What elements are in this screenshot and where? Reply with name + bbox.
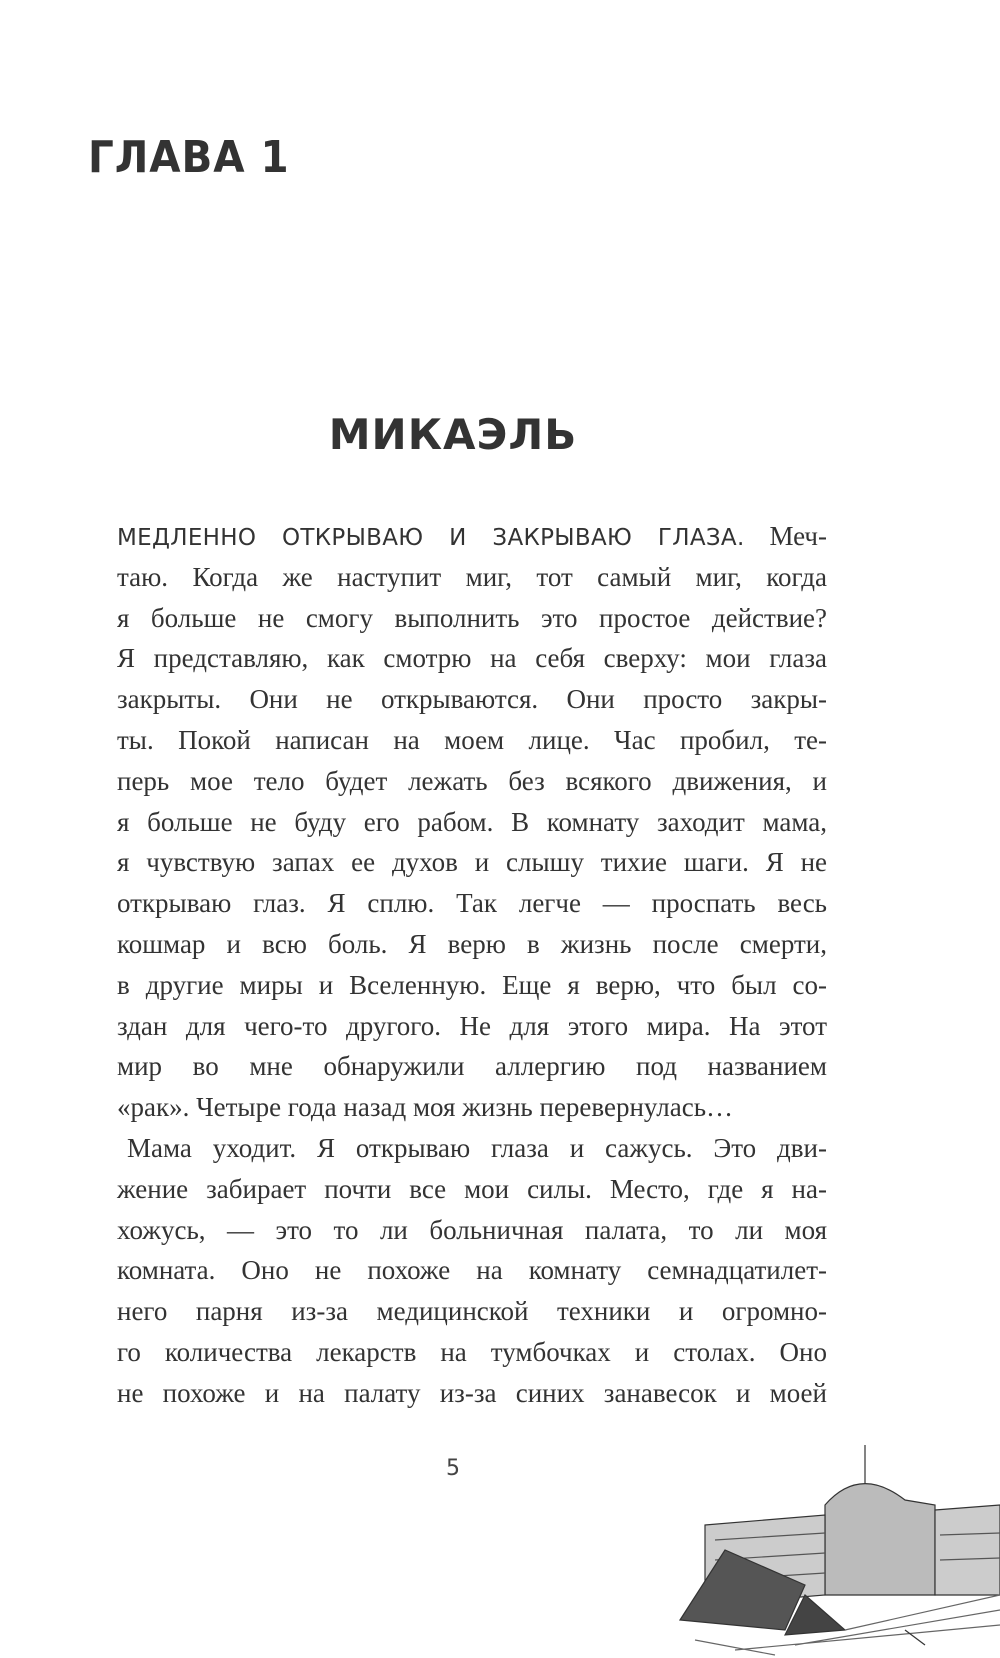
text-line: таю. Когда же наступит миг, тот самый миг, когда: [117, 561, 827, 592]
text-line: я больше не смогу выполнить это простое действие?: [117, 602, 827, 633]
text-line: я чувствую запах ее духов и слышу тихие шаги. Я не: [117, 847, 827, 878]
chapter-title: ГЛАВА 1: [88, 132, 290, 183]
text-line: я больше не буду его рабом. В комнату заходит мама,: [117, 806, 827, 837]
text-line: кошмар и всю боль. Я верю в жизнь после смерти,: [117, 928, 827, 959]
text-line: «рак». Четыре года назад моя жизнь перевернулась…: [117, 1092, 734, 1123]
text-line: го количества лекарств на тумбочках и столах. Оно: [117, 1336, 827, 1367]
text-line: Я представляю, как смотрю на себя сверху: мои глаза: [117, 643, 827, 674]
page-number: 5: [446, 1456, 460, 1481]
text-line: мир во мне обнаружили аллергию под названием: [117, 1051, 827, 1082]
text-line: здан для чего-то другого. Не для этого мира. На этот: [117, 1010, 827, 1041]
text-line: Мама уходит. Я открываю глаза и сажусь. Это дви-: [127, 1132, 827, 1163]
text-line: закрыты. Они не открываются. Они просто закры-: [117, 684, 827, 715]
section-title: МИКАЭЛЬ: [328, 410, 578, 459]
text-line: перь мое тело будет лежать без всякого движения, и: [117, 765, 827, 796]
lead-caps: МЕДЛЕННО ОТКРЫВАЮ И ЗАКРЫВАЮ ГЛАЗА.: [117, 525, 745, 551]
body-text: [117, 516, 827, 1414]
text-line: открываю глаз. Я сплю. Так легче — проспать весь: [117, 888, 827, 919]
louvre-sketch-illustration: [675, 1445, 1000, 1658]
text-line: в другие миры и Вселенную. Еще я верю, что был со-: [117, 969, 827, 1000]
text-line: жение забирает почти все мои силы. Место, где я на-: [117, 1173, 827, 1204]
text-line: комната. Оно не похоже на комнату семнадцатилет-: [117, 1255, 827, 1286]
text-line: хожусь, — это то ли больничная палата, то ли моя: [117, 1214, 827, 1245]
text-line-rest: Меч-: [744, 521, 827, 551]
text-line: не похоже и на палату из-за синих занавесок и моей: [117, 1377, 827, 1408]
text-line: [117, 516, 827, 557]
text-line: него парня из-за медицинской техники и огромно-: [117, 1296, 827, 1327]
text-line: ты. Покой написан на моем лице. Час пробил, те-: [117, 724, 827, 755]
